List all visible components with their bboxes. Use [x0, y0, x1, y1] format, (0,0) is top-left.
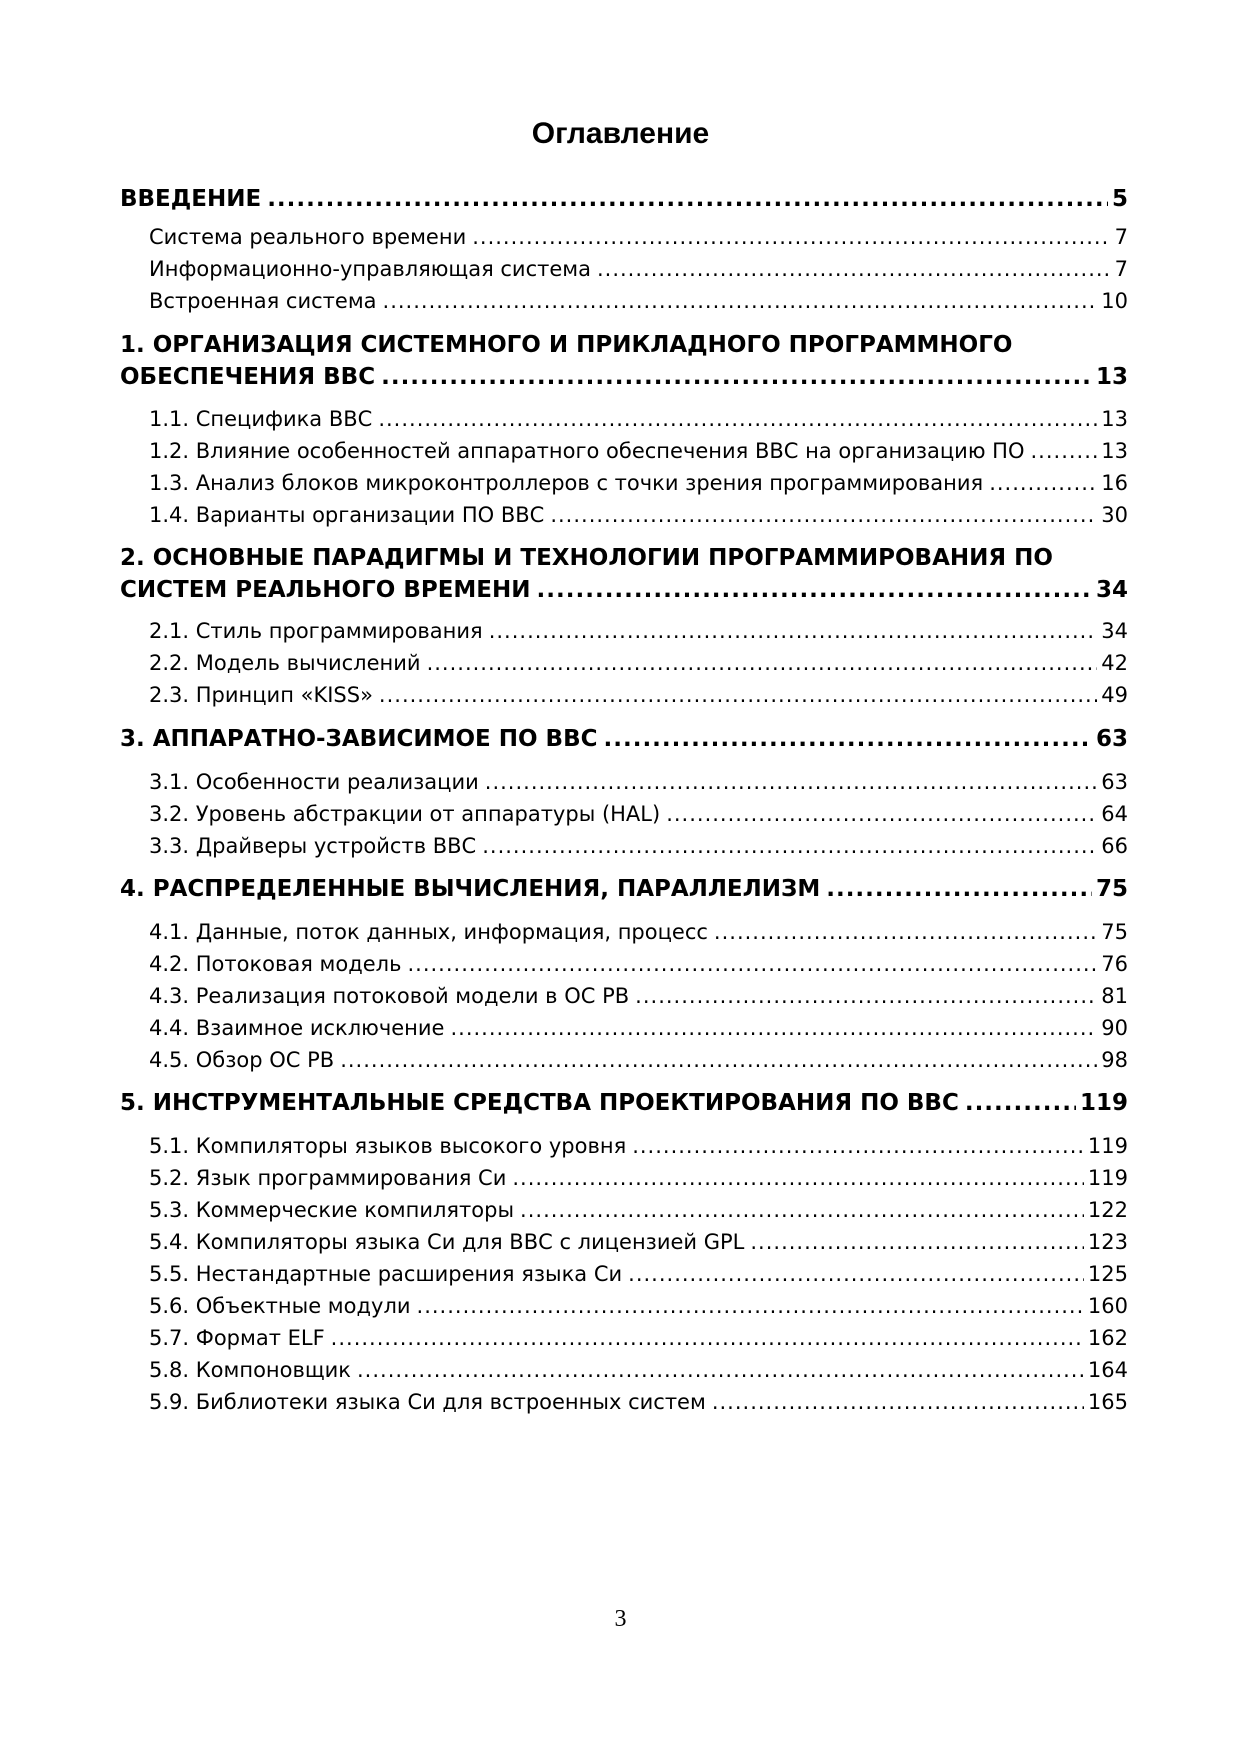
toc-entry[interactable] — [149, 648, 1128, 678]
toc-entry[interactable] — [149, 616, 1128, 646]
dot-leader — [628, 1259, 1084, 1289]
toc-entry[interactable] — [149, 1355, 1128, 1385]
toc-entry-label: СИСТЕМ РЕАЛЬНОГО ВРЕМЕНИ — [120, 577, 531, 603]
toc-entry[interactable] — [149, 1323, 1128, 1353]
toc-entry[interactable] — [149, 286, 1128, 316]
toc-entry-label: 4.5. Обзор ОС РВ — [149, 1048, 335, 1072]
toc-entry-page: 30 — [1101, 503, 1128, 527]
toc-entry-label: 2.3. Принцип «KISS» — [149, 683, 373, 707]
toc-entry-page: 98 — [1101, 1048, 1128, 1072]
dot-leader — [331, 1323, 1084, 1353]
dot-leader — [340, 1045, 1097, 1075]
toc-entry-label: 3.1. Особенности реализации — [149, 770, 479, 794]
toc-entry-page: 164 — [1087, 1358, 1128, 1382]
dot-leader — [378, 404, 1097, 434]
toc-entry-page: 81 — [1101, 984, 1128, 1008]
toc-entry-label: 2.2. Модель вычислений — [149, 651, 421, 675]
toc-entry-page: 125 — [1087, 1262, 1128, 1286]
dot-leader — [750, 1227, 1084, 1257]
toc-entry-label: 3.3. Драйверы устройств ВВС — [149, 834, 477, 858]
toc-entry-label: 3. АППАРАТНО-ЗАВИСИМОЕ ПО ВВС — [120, 726, 598, 752]
toc-chapter-4[interactable] — [120, 874, 1128, 904]
toc-entry[interactable] — [149, 799, 1128, 829]
toc-entry-label: ОБЕСПЕЧЕНИЯ ВВС — [120, 364, 376, 390]
toc-entry-label: 1.2. Влияние особенностей аппаратного обеспечения ВВС на организацию ПО — [149, 439, 1025, 463]
toc-entry-label: 5.6. Объектные модули — [149, 1294, 411, 1318]
toc-entry-page: 119 — [1087, 1166, 1128, 1190]
toc-entry[interactable] — [149, 1387, 1128, 1417]
toc-entry[interactable] — [149, 1013, 1128, 1043]
toc-entry[interactable] — [149, 1227, 1128, 1257]
dot-leader — [712, 1387, 1084, 1417]
toc-entry-page: 75 — [1095, 876, 1128, 902]
toc-entry-page: 34 — [1095, 577, 1128, 603]
toc-entry-page: 13 — [1101, 407, 1128, 431]
toc-entry[interactable] — [149, 1045, 1128, 1075]
toc-entry[interactable] — [149, 949, 1128, 979]
dot-leader — [379, 680, 1097, 710]
toc-chapter-1[interactable] — [120, 362, 1128, 392]
dot-leader — [632, 1131, 1084, 1161]
toc-entry[interactable] — [149, 767, 1128, 797]
toc-entry-label: 4.2. Потоковая модель — [149, 952, 402, 976]
toc-entry-label: 3.2. Уровень абстракции от аппаратуры (HAL) — [149, 802, 661, 826]
toc-entry-page: 49 — [1101, 683, 1128, 707]
toc-entry-label: 2.1. Стиль программирования — [149, 619, 483, 643]
dot-leader — [512, 1163, 1084, 1193]
toc-entry[interactable] — [149, 831, 1128, 861]
toc-entry[interactable] — [149, 468, 1128, 498]
dot-leader — [666, 799, 1097, 829]
toc-entry[interactable] — [149, 680, 1128, 710]
toc-entry[interactable] — [149, 254, 1128, 284]
toc-entry-page: 165 — [1087, 1390, 1128, 1414]
dot-leader — [450, 1013, 1097, 1043]
toc-entry[interactable] — [149, 1163, 1128, 1193]
dot-leader — [597, 254, 1111, 284]
toc-entry-page: 63 — [1101, 770, 1128, 794]
toc-entry-label: 5. ИНСТРУМЕНТАЛЬНЫЕ СРЕДСТВА ПРОЕКТИРОВАНИЯ ПО ВВС — [120, 1090, 959, 1116]
toc-entry[interactable] — [149, 917, 1128, 947]
toc-entry-label: 5.1. Компиляторы языков высокого уровня — [149, 1134, 627, 1158]
toc-entry-label: Информационно-управляющая система — [149, 257, 591, 281]
dot-leader — [482, 831, 1097, 861]
page-number: 3 — [614, 1606, 627, 1632]
toc-entry-page: 64 — [1101, 802, 1128, 826]
dot-leader — [489, 616, 1098, 646]
toc-entry[interactable] — [149, 222, 1128, 252]
dot-leader — [965, 1088, 1076, 1118]
toc-entry[interactable] — [149, 981, 1128, 1011]
toc-entry-page: 119 — [1087, 1134, 1128, 1158]
toc-entry[interactable] — [149, 404, 1128, 434]
toc-entry-page: 160 — [1087, 1294, 1128, 1318]
toc-entry-page: 63 — [1095, 726, 1128, 752]
dot-leader — [485, 767, 1098, 797]
dot-leader — [267, 184, 1108, 214]
dot-leader — [537, 575, 1092, 605]
dot-leader — [520, 1195, 1084, 1225]
toc-entry[interactable] — [149, 1131, 1128, 1161]
toc-entry[interactable] — [149, 1195, 1128, 1225]
toc-entry-label: 4.1. Данные, поток данных, информация, процесс — [149, 920, 708, 944]
toc-entry-label: 4.4. Взаимное исключение — [149, 1016, 445, 1040]
toc-chapter-1-line1[interactable]: 1. ОРГАНИЗАЦИЯ СИСТЕМНОГО И ПРИКЛАДНОГО ПРОГРАММНОГО — [120, 332, 1013, 358]
toc-entry-page: 10 — [1101, 289, 1128, 313]
toc-entry-page: 5 — [1111, 186, 1128, 212]
dot-leader — [714, 917, 1097, 947]
dot-leader — [407, 949, 1097, 979]
dot-leader — [550, 500, 1097, 530]
toc-entry[interactable] — [149, 500, 1128, 530]
toc-entry-label: 1.1. Специфика ВВС — [149, 407, 373, 431]
toc-entry-page: 34 — [1101, 619, 1128, 643]
toc-entry-page: 42 — [1101, 651, 1128, 675]
toc-entry-page: 90 — [1101, 1016, 1128, 1040]
toc-entry-page: 119 — [1079, 1090, 1128, 1116]
toc-entry-page: 123 — [1087, 1230, 1128, 1254]
dot-leader — [989, 468, 1097, 498]
toc-entry-label: 5.4. Компиляторы языка Си для ВВС с лицензией GPL — [149, 1230, 745, 1254]
toc-entry-label: 5.9. Библиотеки языка Си для встроенных систем — [149, 1390, 706, 1414]
toc-entry-label: 1.4. Варианты организации ПО ВВС — [149, 503, 545, 527]
toc-entry-label: Встроенная система — [149, 289, 377, 313]
toc-entry-label: 5.3. Коммерческие компиляторы — [149, 1198, 515, 1222]
dot-leader — [635, 981, 1097, 1011]
toc-entry[interactable] — [149, 436, 1128, 466]
dot-leader — [417, 1291, 1084, 1321]
toc-entry-label: 5.2. Язык программирования Си — [149, 1166, 507, 1190]
toc-entry-label: 1.3. Анализ блоков микроконтроллеров с точки зрения программирования — [149, 471, 984, 495]
toc-chapter-2-line1[interactable]: 2. ОСНОВНЫЕ ПАРАДИГМЫ И ТЕХНОЛОГИИ ПРОГРАММИРОВАНИЯ ПО — [120, 545, 1053, 571]
toc-entry-page: 66 — [1101, 834, 1128, 858]
toc-entry-page: 13 — [1101, 439, 1128, 463]
toc-chapter-5[interactable] — [120, 1088, 1128, 1118]
dot-leader — [472, 222, 1110, 252]
toc-entry-label: 5.8. Компоновщик — [149, 1358, 351, 1382]
page-title: Оглавление — [531, 117, 710, 150]
toc-entry-page: 76 — [1101, 952, 1128, 976]
toc-entry[interactable] — [149, 1259, 1128, 1289]
dot-leader — [1031, 436, 1098, 466]
dot-leader — [604, 724, 1092, 754]
toc-chapter-3[interactable] — [120, 724, 1128, 754]
toc-entry-label: 5.5. Нестандартные расширения языка Си — [149, 1262, 623, 1286]
dot-leader — [381, 362, 1092, 392]
toc-entry-page: 122 — [1087, 1198, 1128, 1222]
toc-entry-page: 16 — [1101, 471, 1128, 495]
toc-entry-page: 7 — [1114, 225, 1128, 249]
toc-entry-label: 4.3. Реализация потоковой модели в ОС РВ — [149, 984, 630, 1008]
toc-entry-label: Система реального времени — [149, 225, 467, 249]
toc-entry-label: 4. РАСПРЕДЕЛЕННЫЕ ВЫЧИСЛЕНИЯ, ПАРАЛЛЕЛИЗМ — [120, 876, 821, 902]
toc-entry-page: 7 — [1114, 257, 1128, 281]
toc-entry-page: 75 — [1101, 920, 1128, 944]
dot-leader — [427, 648, 1098, 678]
dot-leader — [383, 286, 1098, 316]
toc-entry-label: 5.7. Формат ELF — [149, 1326, 325, 1350]
toc-entry-label: ВВЕДЕНИЕ — [120, 186, 262, 212]
toc-chapter-2[interactable] — [120, 575, 1128, 605]
toc-entry-intro[interactable] — [120, 184, 1128, 214]
toc-entry-page: 162 — [1087, 1326, 1128, 1350]
dot-leader — [357, 1355, 1084, 1385]
dot-leader — [826, 874, 1092, 904]
toc-entry-page: 13 — [1095, 364, 1128, 390]
toc-entry[interactable] — [149, 1291, 1128, 1321]
